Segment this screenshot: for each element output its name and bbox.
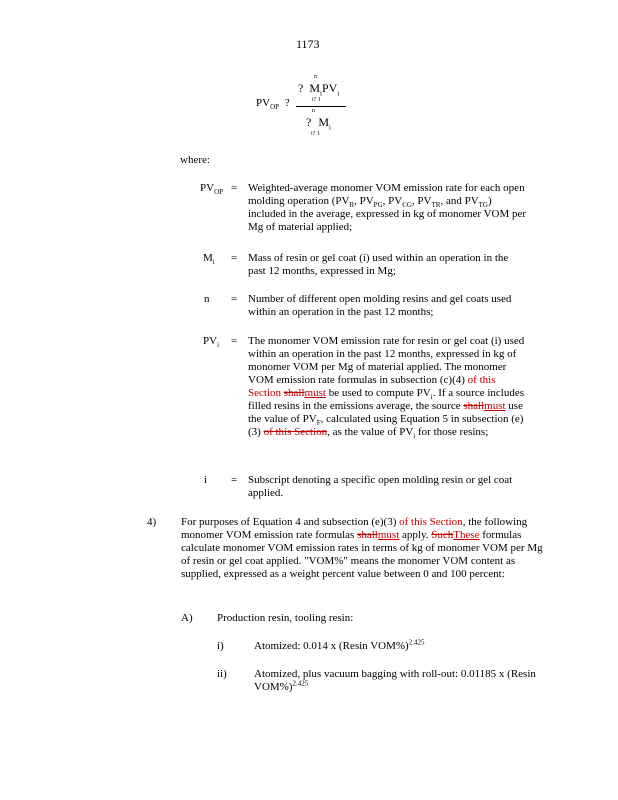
def-equals: =	[231, 182, 238, 194]
numerator-sum: ? $M_iPV_i$	[298, 81, 340, 98]
equation-lhs: $PV_{OP}$ ?	[256, 97, 290, 112]
sub-ii-text: Atomized, plus vacuum bagging with roll-out: 0.01185 x (Resin VOM%)$^{2.425}$	[254, 668, 536, 693]
numerator-upper-limit: n	[314, 74, 317, 80]
def-term-n: n	[204, 293, 210, 305]
def-equals: =	[231, 252, 238, 264]
sub-ii-label: ii)	[217, 668, 227, 680]
def-term-pvop: $PV_{OP}$	[200, 182, 224, 197]
def-term-i: i	[204, 474, 208, 486]
def-text-i: Subscript denoting a specific open molding resin or gel coat applied.	[248, 474, 513, 499]
sub-i-label: i)	[217, 640, 224, 652]
def-equals: =	[231, 293, 238, 305]
item-4-text: For purposes of Equation 4 and subsection (e)(3) of this Section, the following monomer VOM emission rate formulas shallmust apply. SuchThese formulas calculate monomer VOM emission rates in terms of kg of monomer VOM per Mg of resin or gel coat applied. "VOM%" means the monomer VOM content as supplied, expressed as a weight percent value between 0 and 100 percent:	[181, 516, 543, 580]
def-term-mi: $M_i$	[203, 252, 215, 267]
def-text-pvi: The monomer VOM emission rate for resin or gel coat (i) used within an operation in the past 12 months, expressed in kg of monomer VOM per Mg of material applied. The monomer VOM emission rate formulas in subsection (c)(4) of this Section shallmust be used to compute $PV_i$. If a source includes filled resins in the emissions average, the source shallmust use the value of $PV_F$, calculated using Equation 5 in subsection (e)(3) of this Section, as the value of $PV_i$ for those resins;	[248, 335, 525, 441]
def-term-pvi: $PV_i$	[203, 335, 220, 350]
denominator-upper-limit: n	[312, 108, 315, 114]
page-number: 1173	[296, 37, 320, 51]
item-4-number: 4)	[147, 516, 157, 528]
def-text-mi: Mass of resin or gel coat (i) used within an operation in the past 12 months, expressed in Mg;	[248, 252, 509, 277]
denominator-sum: ? $M_i$	[306, 115, 331, 132]
def-equals: =	[231, 474, 238, 486]
def-text-n: Number of different open molding resins and gel coats used within an operation in the past 12 months;	[248, 293, 512, 318]
numerator-lower-limit: i? 1	[312, 97, 321, 103]
equation	[0, 0, 618, 150]
denominator-lower-limit: i? 1	[311, 131, 320, 137]
sub-a-text: Production resin, tooling resin:	[217, 612, 354, 624]
sub-i-text: Atomized: 0.014 x (Resin VOM%)$^{2.425}$	[254, 638, 425, 652]
fraction-bar	[296, 106, 346, 107]
def-text-pvop: Weighted-average monomer VOM emission rate for each open molding operation ($PV_R$, $PV_{PG}$, $PV_{CG}$, $PV_{TR}$, and $PV_{TG}$) included in the average, expressed in kg of monomer VOM per Mg of material applied;	[248, 182, 527, 233]
def-equals: =	[231, 335, 238, 347]
sub-a-label: A)	[181, 612, 193, 624]
where-label: where:	[180, 154, 210, 166]
